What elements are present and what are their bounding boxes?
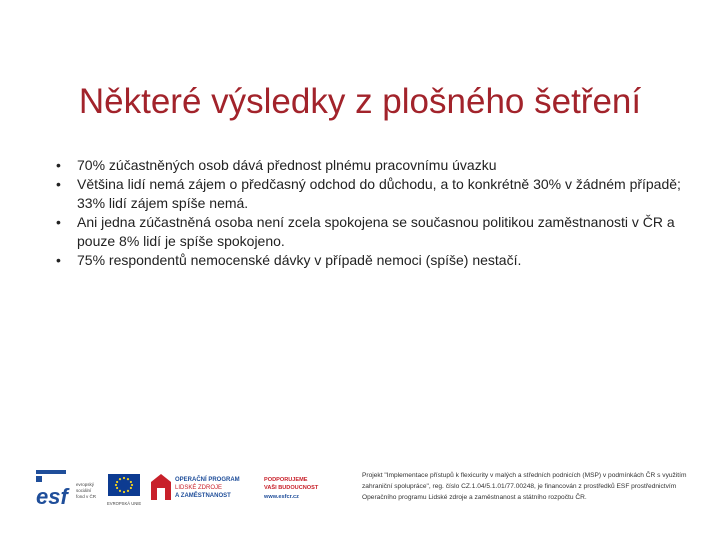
oplzz-line: OPERAČNÍ PROGRAM (175, 477, 240, 483)
bullet-text: 75% respondentů nemocenské dávky v případě nemoci (spíše) nestačí. (77, 252, 522, 268)
esf-caption-line: evropský (76, 482, 95, 487)
project-funding-text: Projekt "Implementace přístupů k flexicurity v malých a středních podnicích (MSP) v podmínkách ČR s využitím zahraniční spolupráce", reg. číslo CZ.1.04/5.1.01/77.00248, je financován z prostředků ESF prostřednictvím Operačního programu Lidské zdroje a zaměstnanost a státního rozpočtu ČR. (362, 472, 687, 501)
oplzz-logo (151, 474, 240, 500)
bullet-dot: • (56, 176, 61, 192)
bullet-item (56, 175, 696, 213)
bullet-dot: • (56, 214, 61, 230)
bullet-text: Ani jedna zúčastněná osoba není zcela spokojena se současnou politikou zaměstnanosti v ČR a pouze 8% lidí je spíše spokojeno. (77, 214, 675, 249)
slogan-line: VAŠI BUDOUCNOST (264, 485, 319, 491)
bullet-item (56, 213, 696, 251)
bullet-list (56, 156, 696, 270)
esf-caption-line: fond v ČR (76, 494, 97, 499)
bullet-item (56, 251, 696, 270)
logo-bar (36, 470, 346, 518)
bullet-text: 70% zúčastněných osob dává přednost plnému pracovnímu úvazku (77, 157, 497, 173)
slide-title: Některé výsledky z plošného šetření (78, 82, 642, 121)
oplzz-line: A ZAMĚSTNANOST (175, 493, 231, 499)
bullet-dot: • (56, 157, 61, 173)
slogan-url: www.esfcr.cz (264, 494, 299, 500)
bullet-item (56, 156, 696, 175)
oplzz-line: LIDSKÉ ZDROJE (175, 485, 223, 491)
eu-caption: EVROPSKÁ UNIE (107, 501, 142, 506)
slogan-line: PODPORUJEME (264, 477, 308, 483)
bullet-dot: • (56, 252, 61, 268)
slogan-logo (263, 477, 319, 500)
bullet-text: Většina lidí nemá zájem o předčasný odchod do důchodu, a to konkrétně 30% v žádném případě; 33% lidí zájem spíše nemá. (77, 176, 681, 211)
esf-mark: esf (36, 484, 68, 509)
eu-flag-logo (107, 474, 141, 506)
esf-caption-line: sociální (76, 488, 92, 493)
esf-logo (36, 470, 97, 509)
